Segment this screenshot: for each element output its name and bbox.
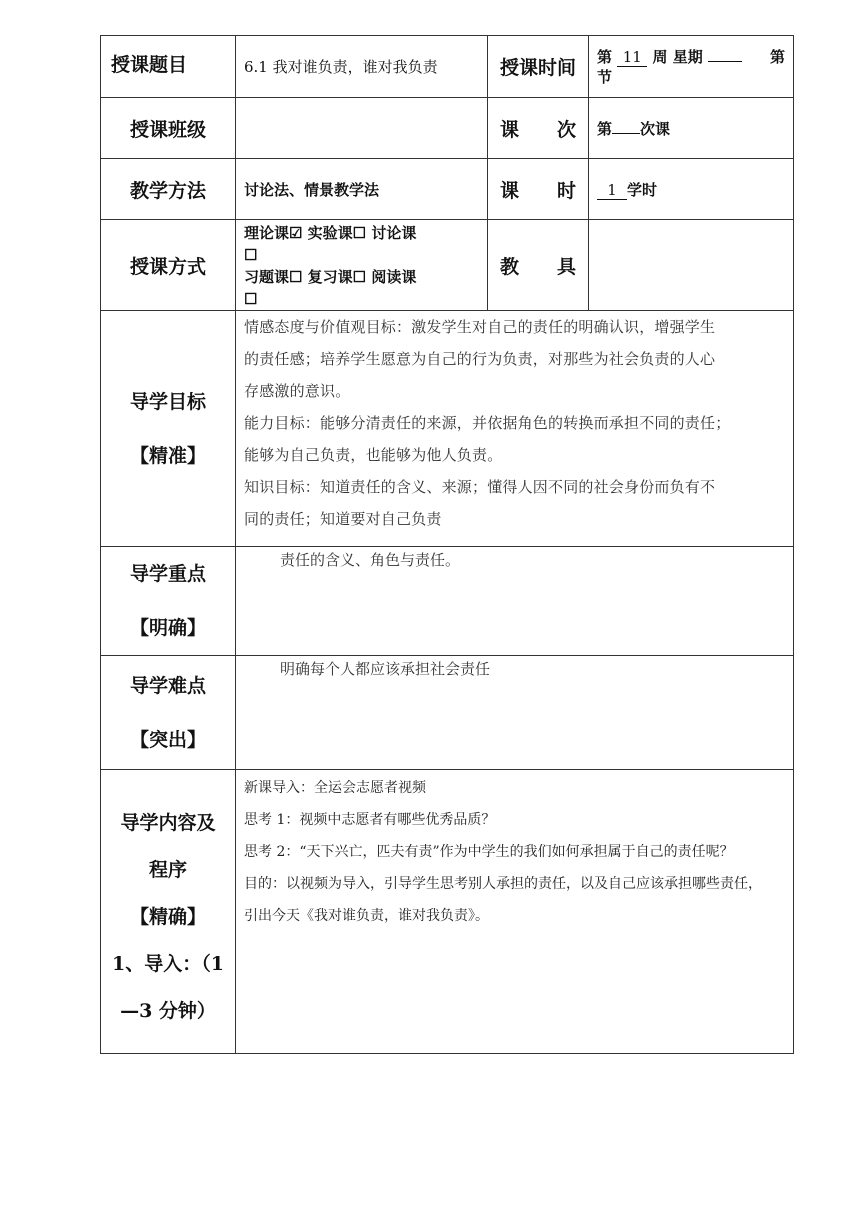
goals-text: 情感态度与价值观目标：激发学生对自己的责任的明确认识，增强学生 的责任感；培养学生愿意为自己的行为负责，对那些为社会负责的人心 存感激的意识。 能力目标：能够分清责任的来源，并依据角色的转换而承担不同的责任； 能够为自己负责，也能够为他人负责。 知识目标：知道责任的含义、来源；懂得人因不同的社会身份而负有不 同的责任；知道要对自己负责	[236, 311, 794, 547]
key-text: 责任的含义、角色与责任。	[236, 547, 794, 656]
session-value: 第 次课	[589, 98, 794, 159]
lesson-plan-table	[100, 35, 794, 1054]
row-class	[101, 98, 794, 159]
time-value	[589, 36, 794, 98]
method-value: 讨论法、情景教学法	[236, 159, 488, 220]
week-suffix: 周 星期	[652, 47, 703, 66]
hours-label: 课 时	[488, 159, 589, 220]
mode-line-1b: ☐	[244, 246, 258, 264]
content-label: 导学内容及 程序 【精确】 1、导入：（1 —3 分钟）	[101, 770, 236, 1054]
session-blank	[612, 133, 640, 134]
mode-label: 授课方式	[101, 220, 236, 311]
key-label: 导学重点 【明确】	[101, 547, 236, 656]
time-label: 授课时间	[488, 36, 589, 98]
difficult-text: 明确每个人都应该承担社会责任	[236, 656, 794, 770]
row-goals	[101, 311, 794, 547]
mode-line-2: 习题课☐ 复习课☐ 阅读课	[244, 268, 417, 286]
week-prefix: 第	[597, 47, 613, 66]
class-value	[236, 98, 488, 159]
row-topic	[101, 36, 794, 98]
week-number: 11	[617, 48, 647, 67]
topic-label: 授课题目	[101, 36, 236, 98]
section-prefix: 第	[769, 47, 785, 66]
hours-value: 1 学时	[589, 159, 794, 220]
tools-value	[589, 220, 794, 311]
goals-label: 导学目标 【精准】	[101, 311, 236, 547]
hours-number: 1	[597, 181, 627, 200]
mode-line-2b: ☐	[244, 290, 258, 308]
class-label: 授课班级	[101, 98, 236, 159]
weekday-blank	[708, 61, 742, 62]
tools-label: 教 具	[488, 220, 589, 311]
content-text: 新课导入：全运会志愿者视频 思考 1：视频中志愿者有哪些优秀品质？ 思考 2：“天下兴亡，匹夫有责”作为中学生的我们如何承担属于自己的责任呢？ 目的：以视频为导入，引导学生思考别人承担的责任，以及自己应该承担哪些责任， 引出今天《我对谁负责，谁对我负责》。	[236, 770, 794, 1054]
row-difficult	[101, 656, 794, 770]
method-label: 教学方法	[101, 159, 236, 220]
row-content	[101, 770, 794, 1054]
mode-options	[236, 220, 488, 311]
mode-line-1: 理论课☑ 实验课☐ 讨论课	[244, 224, 417, 242]
row-method	[101, 159, 794, 220]
row-mode	[101, 220, 794, 311]
section-suffix: 节	[597, 67, 613, 86]
row-key	[101, 547, 794, 656]
topic-value: 6.1 我对谁负责，谁对我负责	[236, 36, 488, 98]
difficult-label: 导学难点 【突出】	[101, 656, 236, 770]
session-label: 课 次	[488, 98, 589, 159]
